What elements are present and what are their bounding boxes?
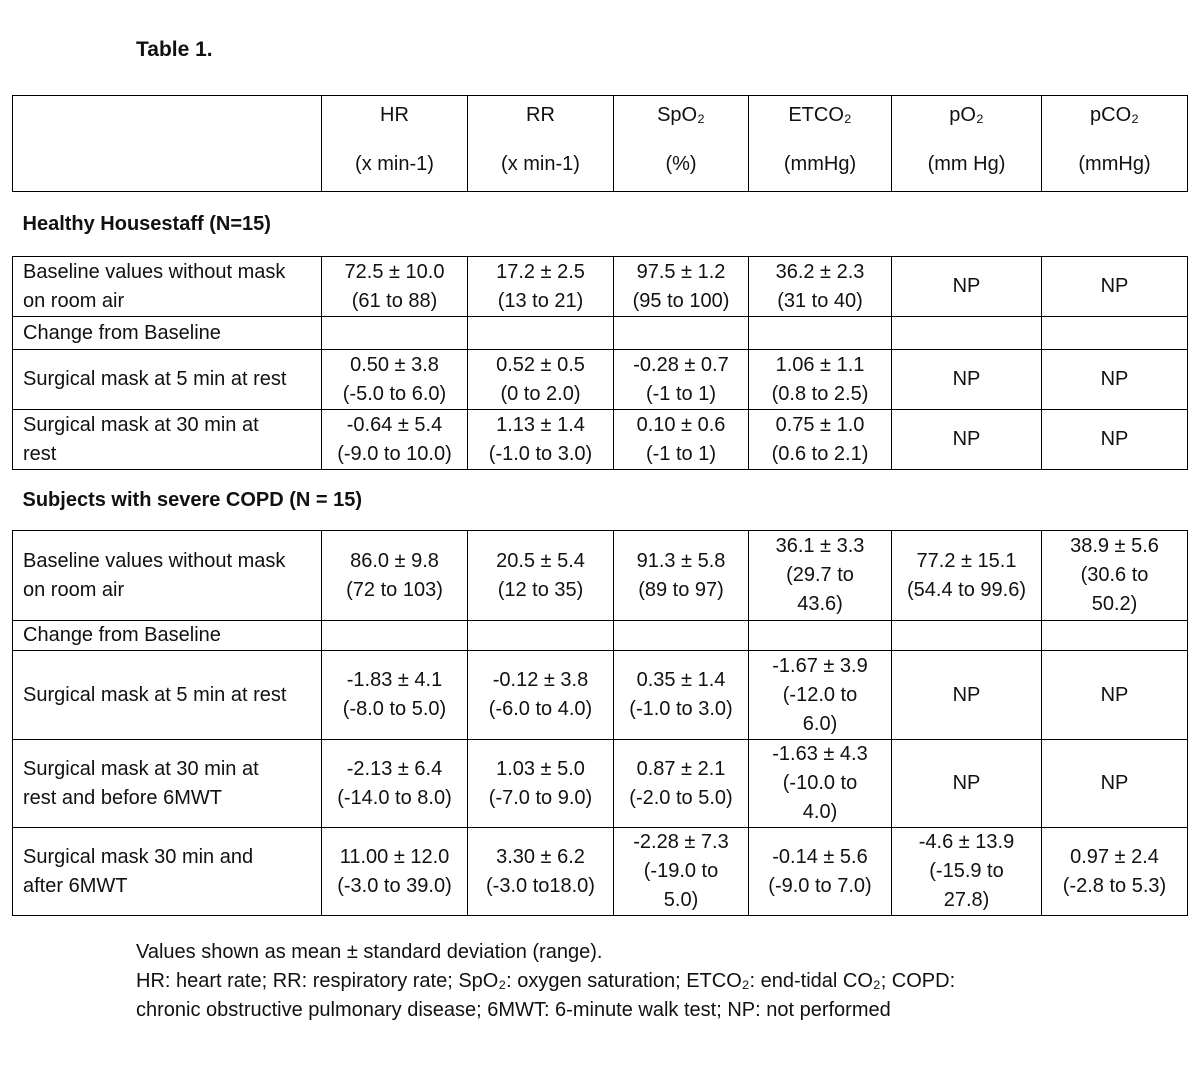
cell-line: 4.0) <box>802 801 838 823</box>
footnote-line: Values shown as mean ± standard deviation (range). <box>136 941 603 963</box>
data-cell <box>749 410 892 470</box>
cell-line: 6.0) <box>802 712 838 735</box>
table-row <box>13 828 1188 916</box>
cell-line: 0.35 ± 1.4 <box>636 669 726 691</box>
data-cell <box>1042 317 1188 350</box>
cell-line: (0.8 to 2.5) <box>771 382 869 405</box>
data-cell <box>614 317 749 350</box>
row-label-line: Baseline values without mask <box>23 260 286 283</box>
column-name: pCO₂ <box>1090 104 1139 126</box>
cell-line: -0.12 ± 3.8 <box>492 669 589 691</box>
cell-line: -4.6 ± 13.9 <box>918 831 1015 853</box>
row-label-line: on room air <box>23 289 125 312</box>
data-cell <box>322 621 468 651</box>
cell-line: -2.28 ± 7.3 <box>633 831 729 853</box>
data-cell <box>892 350 1042 410</box>
column-name: ETCO₂ <box>788 104 852 126</box>
data-cell <box>468 651 614 740</box>
cell-line: 72.5 ± 10.0 <box>344 260 445 283</box>
table-footnotes <box>136 938 955 1025</box>
table-title: Table 1. <box>136 38 213 61</box>
data-cell <box>749 350 892 410</box>
data-cell <box>322 350 468 410</box>
cell-line: (-3.0 to18.0) <box>486 874 595 897</box>
data-cell <box>468 828 614 916</box>
row-label-line: Surgical mask at 5 min at rest <box>23 368 287 390</box>
row-label <box>13 651 322 740</box>
cell-line: 1.03 ± 5.0 <box>496 757 585 780</box>
cell-line: NP <box>952 772 981 794</box>
cell-line: -2.13 ± 6.4 <box>346 757 443 780</box>
cell-line: -1.83 ± 4.1 <box>346 669 443 691</box>
footnote-line: chronic obstructive pulmonary disease; 6MWT: 6-minute walk test; NP: not performed <box>136 999 891 1021</box>
data-cell <box>468 350 614 410</box>
data-cell <box>614 531 749 621</box>
row-label-line: Surgical mask at 30 min at <box>23 757 259 780</box>
cell-line: (0.6 to 2.1) <box>771 442 869 465</box>
cell-line: 36.2 ± 2.3 <box>775 260 865 283</box>
cell-line: 0.87 ± 2.1 <box>636 757 726 780</box>
data-cell <box>468 740 614 828</box>
cell-line: (72 to 103) <box>346 578 443 601</box>
column-unit: (mmHg) <box>1078 153 1151 175</box>
row-label <box>13 740 322 828</box>
cell-line: 50.2) <box>1091 593 1138 615</box>
data-cell <box>892 531 1042 621</box>
table-row <box>13 651 1188 740</box>
cell-line: 0.75 ± 1.0 <box>775 413 865 436</box>
table-row <box>13 531 1188 621</box>
cell-line: (-6.0 to 4.0) <box>488 698 593 720</box>
cell-line: 5.0) <box>663 889 699 911</box>
cell-line: (31 to 40) <box>777 289 863 312</box>
data-cell <box>614 740 749 828</box>
section-heading: Healthy Housestaff (N=15) <box>13 192 1188 257</box>
cell-line: 17.2 ± 2.5 <box>496 260 585 283</box>
cell-line: (-8.0 to 5.0) <box>342 698 447 720</box>
column-name: pO₂ <box>949 104 984 126</box>
cell-line: (61 to 88) <box>351 289 438 312</box>
table-row <box>13 410 1188 470</box>
column-name: HR <box>380 104 409 126</box>
row-label <box>13 410 322 470</box>
row-label <box>13 317 322 350</box>
data-cell <box>322 257 468 317</box>
data-cell <box>892 410 1042 470</box>
data-cell <box>1042 410 1188 470</box>
cell-line: NP <box>1100 683 1129 706</box>
cell-line: 0.52 ± 0.5 <box>496 353 585 376</box>
data-cell <box>614 621 749 651</box>
cell-line: (-7.0 to 9.0) <box>488 786 593 809</box>
cell-line: (-3.0 to 39.0) <box>337 874 452 897</box>
cell-line: (13 to 21) <box>497 289 584 312</box>
row-label-line: after 6MWT <box>23 874 128 897</box>
cell-line: 0.10 ± 0.6 <box>636 413 726 436</box>
data-cell <box>468 621 614 651</box>
cell-line: (-12.0 to <box>782 683 858 706</box>
cell-line: 1.13 ± 1.4 <box>496 413 585 436</box>
cell-line: (-15.9 to <box>929 860 1004 882</box>
cell-line: NP <box>1100 275 1129 297</box>
data-cell <box>892 740 1042 828</box>
data-cell <box>322 317 468 350</box>
cell-line: NP <box>952 428 981 450</box>
cell-line: 11.00 ± 12.0 <box>339 845 450 868</box>
data-cell <box>892 257 1042 317</box>
table-row <box>13 740 1188 828</box>
data-cell <box>749 621 892 651</box>
data-cell <box>322 740 468 828</box>
cell-line: (-1.0 to 3.0) <box>488 442 593 465</box>
data-cell <box>749 828 892 916</box>
data-cell <box>614 350 749 410</box>
data-cell <box>1042 621 1188 651</box>
row-label <box>13 257 322 317</box>
section-row <box>13 192 1188 257</box>
cell-line: (-14.0 to 8.0) <box>337 786 452 809</box>
data-cell <box>468 531 614 621</box>
header-cell <box>749 96 892 192</box>
cell-line: 77.2 ± 15.1 <box>916 549 1017 572</box>
results-table <box>12 95 1188 916</box>
cell-line: (-9.0 to 7.0) <box>768 874 872 897</box>
cell-line: (-1 to 1) <box>645 382 717 405</box>
cell-line: (-9.0 to 10.0) <box>337 442 452 465</box>
header-row <box>13 96 1188 192</box>
header-cell <box>614 96 749 192</box>
cell-line: 20.5 ± 5.4 <box>496 549 585 572</box>
data-cell <box>614 828 749 916</box>
cell-line: NP <box>952 683 981 706</box>
data-cell <box>468 257 614 317</box>
data-cell <box>892 651 1042 740</box>
column-name: RR <box>526 104 555 126</box>
cell-line: 0.50 ± 3.8 <box>350 353 439 376</box>
cell-line: 86.0 ± 9.8 <box>350 549 439 572</box>
header-cell <box>322 96 468 192</box>
cell-line: NP <box>1100 772 1129 794</box>
cell-line: (30.6 to <box>1080 564 1149 586</box>
cell-line: 97.5 ± 1.2 <box>636 260 726 283</box>
section-heading: Subjects with severe COPD (N = 15) <box>13 470 1188 531</box>
cell-line: 38.9 ± 5.6 <box>1070 535 1159 557</box>
data-cell <box>749 740 892 828</box>
cell-line: NP <box>952 275 981 297</box>
data-cell <box>322 828 468 916</box>
row-label-line: Surgical mask 30 min and <box>23 845 254 868</box>
cell-line: NP <box>1100 368 1129 390</box>
header-cell <box>892 96 1042 192</box>
data-cell <box>614 257 749 317</box>
row-label <box>13 621 322 651</box>
table-row <box>13 621 1188 651</box>
column-unit: (x min-1) <box>355 153 434 175</box>
footnote-line: HR: heart rate; RR: respiratory rate; SpO₂: oxygen saturation; ETCO₂: end-tidal CO₂; COPD: <box>136 970 956 992</box>
data-cell <box>468 410 614 470</box>
cell-line: 91.3 ± 5.8 <box>636 549 726 572</box>
data-cell <box>1042 828 1188 916</box>
row-label-line: Surgical mask at 5 min at rest <box>23 683 287 706</box>
cell-line: 36.1 ± 3.3 <box>775 535 865 557</box>
cell-line: 1.06 ± 1.1 <box>775 353 865 376</box>
data-cell <box>614 410 749 470</box>
table-row <box>13 350 1188 410</box>
cell-line: (-5.0 to 6.0) <box>342 382 447 405</box>
row-label-line: Change from Baseline <box>23 624 221 646</box>
column-unit: (mmHg) <box>783 153 857 175</box>
column-unit: (mm Hg) <box>927 153 1006 175</box>
cell-line: (-19.0 to <box>643 860 719 882</box>
header-cell <box>468 96 614 192</box>
data-cell <box>322 651 468 740</box>
data-cell <box>322 531 468 621</box>
row-label-line: on room air <box>23 578 125 601</box>
cell-line: -0.28 ± 0.7 <box>633 353 729 376</box>
cell-line: 43.6) <box>797 593 843 615</box>
data-cell <box>1042 531 1188 621</box>
cell-line: (89 to 97) <box>638 578 724 601</box>
data-cell <box>322 410 468 470</box>
row-label-line: rest and before 6MWT <box>23 786 222 809</box>
cell-line: 3.30 ± 6.2 <box>496 845 585 868</box>
cell-line: -1.63 ± 4.3 <box>772 743 868 765</box>
cell-line: (-2.8 to 5.3) <box>1062 874 1167 897</box>
row-label-line: Surgical mask at 30 min at <box>23 413 259 436</box>
cell-line: (95 to 100) <box>632 289 730 312</box>
column-name: SpO₂ <box>657 104 705 126</box>
data-cell <box>892 621 1042 651</box>
row-label-line: Baseline values without mask <box>23 549 286 572</box>
cell-line: (-2.0 to 5.0) <box>629 786 733 809</box>
cell-line: NP <box>1100 428 1129 450</box>
data-cell <box>749 531 892 621</box>
cell-line: -1.67 ± 3.9 <box>772 654 868 677</box>
data-cell <box>749 651 892 740</box>
cell-line: (12 to 35) <box>497 578 584 601</box>
data-cell <box>1042 350 1188 410</box>
row-label <box>13 828 322 916</box>
cell-line: 27.8) <box>943 889 990 911</box>
column-unit: (x min-1) <box>501 153 580 175</box>
table-row <box>13 317 1188 350</box>
row-label <box>13 531 322 621</box>
data-cell <box>1042 651 1188 740</box>
data-cell <box>614 651 749 740</box>
row-label-line: Change from Baseline <box>23 321 221 344</box>
cell-line: (-1 to 1) <box>645 442 717 465</box>
cell-line: -0.14 ± 5.6 <box>772 845 868 868</box>
data-cell <box>1042 740 1188 828</box>
cell-line: (29.7 to <box>786 564 854 586</box>
row-label-line: rest <box>23 442 57 465</box>
data-cell <box>749 257 892 317</box>
cell-line: (-1.0 to 3.0) <box>629 698 733 720</box>
section-row <box>13 470 1188 531</box>
data-cell <box>892 317 1042 350</box>
header-cell-blank <box>13 96 322 192</box>
data-cell <box>468 317 614 350</box>
column-unit: (%) <box>665 153 697 175</box>
data-cell <box>892 828 1042 916</box>
cell-line: (54.4 to 99.6) <box>907 578 1026 601</box>
cell-line: 0.97 ± 2.4 <box>1070 845 1159 868</box>
cell-line: NP <box>952 368 981 390</box>
data-cell <box>749 317 892 350</box>
table-row <box>13 257 1188 317</box>
cell-line: (0 to 2.0) <box>500 382 581 405</box>
data-cell <box>1042 257 1188 317</box>
cell-line: -0.64 ± 5.4 <box>346 413 443 436</box>
header-cell <box>1042 96 1188 192</box>
row-label <box>13 350 322 410</box>
cell-line: (-10.0 to <box>782 772 858 794</box>
